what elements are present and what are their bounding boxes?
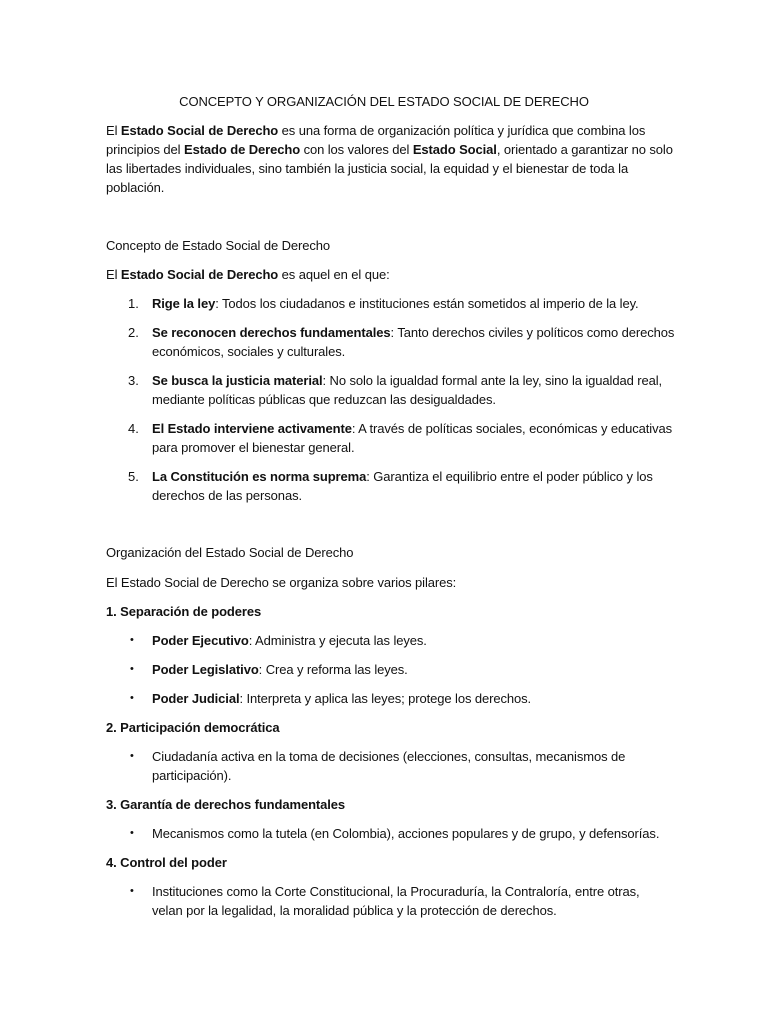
- list-number: 5.: [128, 469, 139, 484]
- intro-text: , orientado a garantizar no solo: [496, 142, 673, 157]
- list-item-bold: Se reconocen derechos fundamentales: [152, 325, 391, 340]
- intro-line-2: [106, 140, 673, 159]
- bullet-item-bold: Poder Legislativo: [152, 662, 259, 677]
- list-item-text: : Garantiza el equilibrio entre el poder público y los: [366, 469, 653, 484]
- lead-bold: Estado Social de Derecho: [120, 267, 279, 282]
- bullet-icon: •: [130, 827, 134, 839]
- list-number: 3.: [128, 373, 139, 388]
- intro-text: es una forma de organización política y jurídica que combina los: [278, 123, 646, 138]
- section2-lead: El Estado Social de Derecho se organiza sobre varios pilares:: [106, 575, 457, 590]
- list-item-text: : No solo la igualdad formal ante la ley, sino la igualdad real,: [322, 373, 663, 388]
- bullet-item-continuation: participación).: [152, 768, 232, 783]
- intro-bold: Estado de Derecho: [184, 142, 301, 157]
- list-item-text: : A través de políticas sociales, económicas y educativas: [351, 421, 673, 436]
- lead-text: es aquel en el que:: [278, 267, 390, 282]
- bullet-item-text: : Interpreta y aplica las leyes; protege los derechos.: [239, 691, 532, 706]
- document-title: CONCEPTO Y ORGANIZACIÓN DEL ESTADO SOCIAL DE DERECHO: [179, 94, 589, 109]
- intro-line-4: población.: [106, 180, 165, 195]
- bullet-item: [152, 689, 531, 708]
- list-item-bold: Se busca la justicia material: [152, 373, 323, 388]
- intro-text: principios del: [106, 142, 184, 157]
- section1-lead: [106, 265, 390, 284]
- list-item-continuation: económicos, sociales y culturales.: [152, 344, 346, 359]
- subheading-text: 2. Participación democrática: [106, 720, 280, 735]
- bullet-item-continuation: velan por la legalidad, la moralidad pública y la protección de derechos.: [152, 903, 557, 918]
- bullet-item-text: : Crea y reforma las leyes.: [258, 662, 408, 677]
- list-item: [152, 419, 672, 438]
- bullet-item: [152, 660, 408, 679]
- subheading-participacion: [106, 718, 280, 737]
- list-item: [152, 467, 653, 486]
- list-item-text: : Todos los ciudadanos e instituciones están sometidos al imperio de la ley.: [215, 296, 639, 311]
- bullet-item-bold: Poder Judicial: [152, 691, 240, 706]
- list-number: 4.: [128, 421, 139, 436]
- bullet-item: Mecanismos como la tutela (en Colombia), acciones populares y de grupo, y defensorías.: [152, 826, 660, 841]
- list-number: 2.: [128, 325, 139, 340]
- subheading-control: [106, 853, 227, 872]
- section-heading-concepto: Concepto de Estado Social de Derecho: [106, 238, 331, 253]
- intro-line-3: las libertades individuales, sino también la justicia social, la equidad y el bienestar de toda la: [106, 161, 629, 176]
- subheading-text: 4. Control del poder: [106, 855, 227, 870]
- subheading-separacion: [106, 602, 261, 621]
- intro-text: El: [106, 123, 121, 138]
- list-item: [152, 323, 674, 342]
- bullet-item-bold: Poder Ejecutivo: [152, 633, 249, 648]
- bullet-item: [152, 631, 427, 650]
- bullet-icon: •: [130, 663, 134, 675]
- subheading-garantia: [106, 795, 345, 814]
- list-item-bold: El Estado interviene activamente: [152, 421, 352, 436]
- list-number: 1.: [128, 296, 139, 311]
- intro-bold: Estado Social de Derecho: [120, 123, 279, 138]
- list-item-continuation: para promover el bienestar general.: [152, 440, 355, 455]
- bullet-item: Ciudadanía activa en la toma de decisiones (elecciones, consultas, mecanismos de: [152, 749, 626, 764]
- list-item-text: : Tanto derechos civiles y políticos como derechos: [390, 325, 675, 340]
- intro-line-1: [106, 121, 645, 140]
- list-item: [152, 371, 662, 390]
- list-item-continuation: derechos de las personas.: [152, 488, 302, 503]
- list-item-bold: La Constitución es norma suprema: [152, 469, 367, 484]
- bullet-item-text: : Administra y ejecuta las leyes.: [248, 633, 427, 648]
- bullet-item: Instituciones como la Corte Constitucional, la Procuraduría, la Contraloría, entre otras,: [152, 884, 640, 899]
- bullet-icon: •: [130, 692, 134, 704]
- list-item-bold: Rige la ley: [152, 296, 216, 311]
- bullet-icon: •: [130, 885, 134, 897]
- list-item: [152, 294, 639, 313]
- section-heading-organizacion: Organización del Estado Social de Derecho: [106, 545, 354, 560]
- subheading-text: 3. Garantía de derechos fundamentales: [106, 797, 346, 812]
- intro-bold: Estado Social: [412, 142, 497, 157]
- intro-text: con los valores del: [300, 142, 413, 157]
- subheading-text: 1. Separación de poderes: [106, 604, 262, 619]
- list-item-continuation: mediante políticas públicas que reduzcan las desigualdades.: [152, 392, 496, 407]
- bullet-icon: •: [130, 634, 134, 646]
- bullet-icon: •: [130, 750, 134, 762]
- lead-text: El: [106, 267, 121, 282]
